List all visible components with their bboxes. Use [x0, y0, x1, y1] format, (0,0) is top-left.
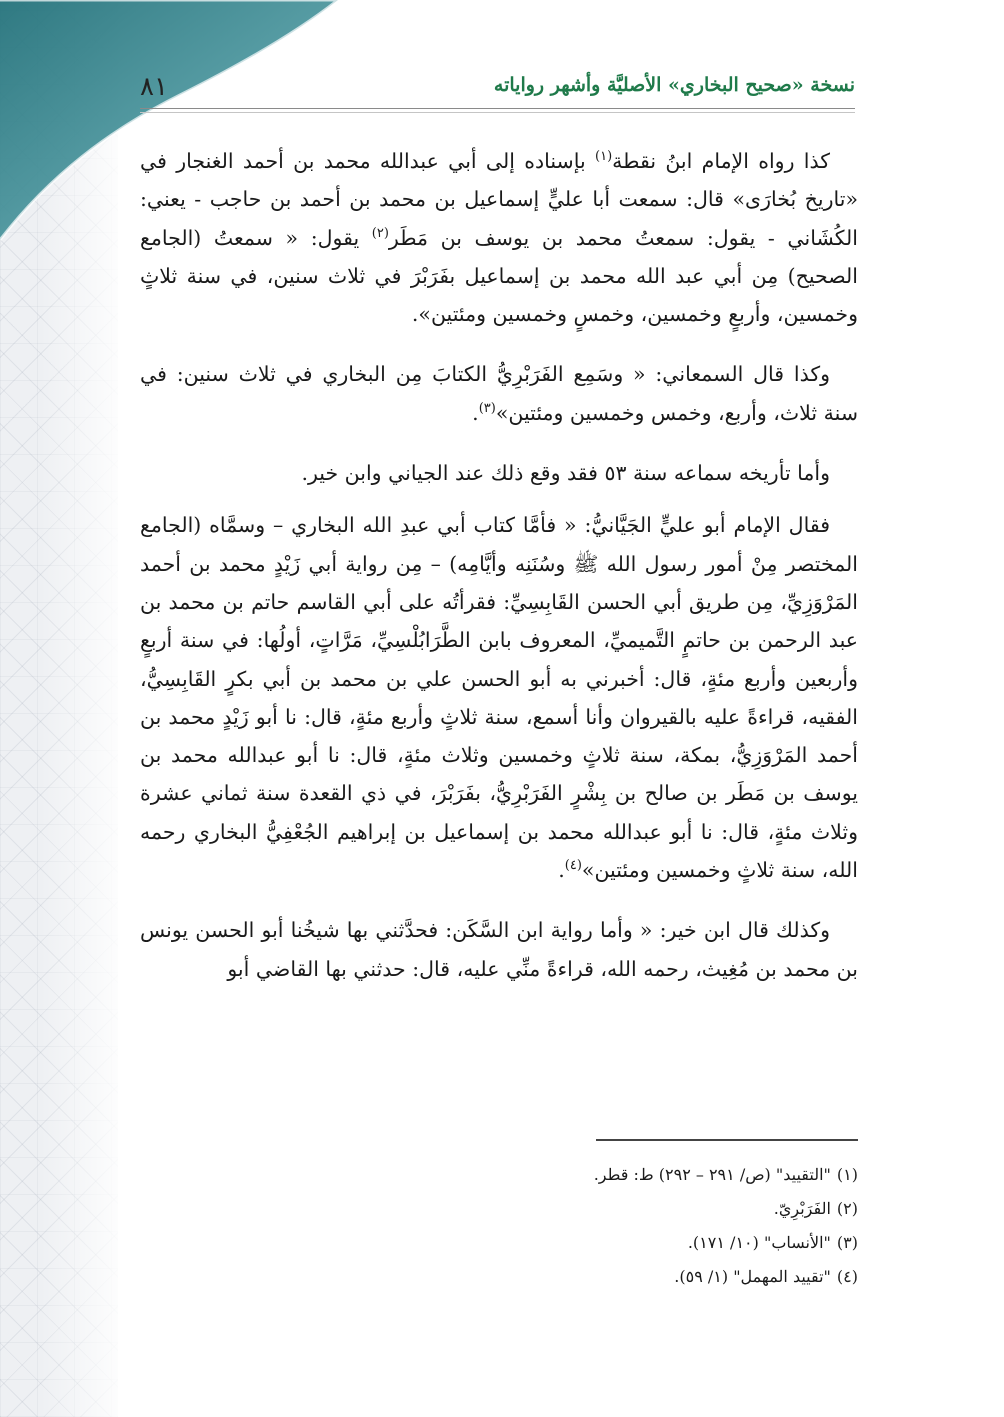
- page-header: [140, 70, 855, 110]
- paragraph-3: [140, 454, 858, 492]
- paragraph-text: .: [558, 858, 565, 883]
- paragraph-5: [140, 911, 858, 988]
- paragraph-text: وكذلك قال ابن خير: « وأما رواية ابن السَّكَن: فحدَّثني بها شيخُنا أبو الحسن يونس بن محمد بن مُغِيث، رحمه الله، قراءةً منِّي عليه، قال: حدثني بها القاضي أبو: [140, 918, 858, 981]
- paragraph-text: يقول: « سمعتُ (الجامع الصحيح) مِن أبي عبد الله محمد بن إسماعيل بفَرَبْرَ في ثلاث سنين، في سنة ثلاثٍ وخمسين، وأربعٍ وخمسين، وخمسٍ وخمسين ومئتين».: [140, 225, 858, 327]
- paragraph-2: [140, 355, 858, 432]
- paragraph-text: وأما تأريخه سماعه سنة ٥٣ فقد وقع ذلك عند الجياني وابن خير.: [301, 461, 830, 486]
- footnote-3: [158, 1226, 858, 1260]
- footnote-text: "الأنساب" (١٠/ ١٧١).: [687, 1233, 831, 1252]
- header-divider-secondary: [140, 112, 855, 113]
- footnote-number: (٢): [836, 1199, 858, 1218]
- footnote-ref-4: (٤): [564, 858, 582, 874]
- footnote-text: "تقييد المهمل" (١/ ٥٩).: [674, 1267, 831, 1286]
- paragraph-text: كذا رواه الإمام ابنُ نقطة: [612, 149, 831, 173]
- footnote-text: الفَرَبْرِيّ.: [773, 1199, 831, 1218]
- paragraph-text: وكذا قال السمعاني: « وسَمِع الفَرَبْرِيُّ الكتابَ مِن البخاري في ثلاث سنين: في سنة ثلاث، وأربع، وخمس وخمسين ومئتين»: [140, 362, 858, 425]
- paragraph-text: بإسناده إلى أبي عبدالله محمد بن أحمد الغنجار في «تاريخ بُخارَى» قال: سمعت أبا عليٍّ إسماعيل بن محمد بن أحمد بن حاجب - يعني: الكُشَاني - يقول: سمعتُ محمد بن يوسف بن مَطَر: [140, 149, 859, 250]
- footnote-1: [158, 1158, 858, 1192]
- footnote-ref-1: (١): [595, 149, 613, 165]
- running-title: نسخة «صحيح البخاري» الأصليَّة وأشهر رواياته: [493, 74, 855, 96]
- header-divider: [140, 108, 855, 109]
- footnote-ref-3: (٣): [478, 400, 496, 416]
- main-text: [140, 142, 858, 1010]
- footnote-divider: [596, 1139, 858, 1141]
- footnote-2: [158, 1192, 858, 1226]
- page-number: ٨١: [140, 72, 168, 102]
- footnote-number: (١): [836, 1165, 858, 1184]
- footnote-text: "التقييد" (ص/ ٢٩١ – ٢٩٢) ط: قطر.: [593, 1165, 831, 1184]
- footnote-ref-2: (٢): [371, 225, 389, 241]
- footnotes: [158, 1158, 858, 1294]
- paragraph-1: [140, 142, 858, 333]
- paragraph-4: [140, 506, 858, 889]
- paragraph-text: فقال الإمام أبو عليٍّ الجَيَّانيُّ: « فأمَّا كتاب أبي عبدِ الله البخاري – وسمَّاه (الجامع المختصر مِنْ أمور رسول الله ﷺ وسُنَنِه وأيَّامِه) – مِن رواية أبي زَيْدٍ محمد بن أحمد المَرْوَزِيِّ، مِن طريق أبي الحسن القَابِسِيِّ: فقرأتُه على أبي القاسم حاتم بن محمد بن عبد الرحمن بن حاتمٍ التَّميميِّ، المعروف بابن الطَّرَابُلْسِيِّ، مَرَّاتٍ، أولُها: في سنة أربعٍ وأربعين وأربع مئةٍ، قال: أخبرني به أبو الحسن علي بن محمد بن أبي بكرٍ القَابِسِيُّ، الفقيه، قراءةً عليه بالقيروان وأنا أسمع، سنة ثلاثٍ وأربع مئةٍ، قال: نا أبو زَيْدٍ محمد بن أحمد المَرْوَزِيُّ، بمكة، سنة ثلاثٍ وخمسين وثلاث مئةٍ، قال: نا أبو عبدالله محمد بن يوسف بن مَطَر بن صالح بن بِشْرٍ الفَرَبْرِيُّ، بفَرَبْرَ، في ذي القعدة سنة ثماني عشرة وثلاث مئةٍ، قال: نا أبو عبدالله محمد بن إسماعيل بن إبراهيم الجُعْفِيُّ البخاري رحمه الله، سنة ثلاثٍ وخمسين ومئتين»: [140, 513, 858, 883]
- footnote-number: (٤): [836, 1267, 858, 1286]
- paragraph-text: .: [472, 400, 479, 425]
- footnote-4: [158, 1260, 858, 1294]
- footnote-number: (٣): [836, 1233, 858, 1252]
